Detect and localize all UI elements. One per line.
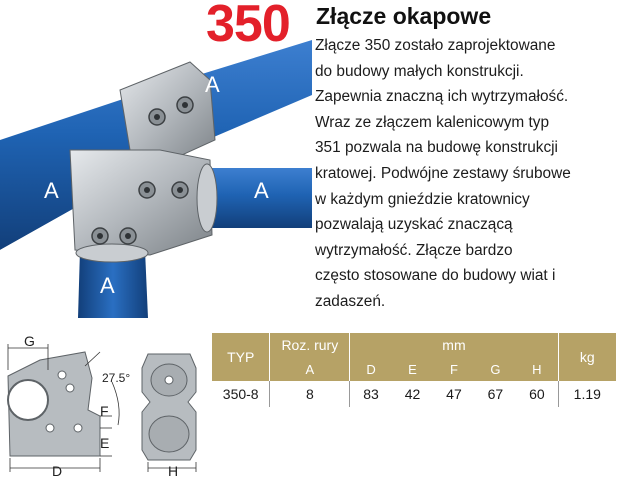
description-line: zadaszeń. <box>315 292 386 310</box>
description-line: często stosowane do budowy wiat i <box>315 267 556 285</box>
product-code: 350 <box>206 0 290 53</box>
photo-label-a-right: A <box>254 178 269 203</box>
header-typ: TYP <box>212 333 270 381</box>
description-line: Wraz ze złączem kalenicowym typ <box>315 113 550 131</box>
cell-h: 60 <box>529 386 545 402</box>
photo-label-a-bottom: A <box>100 273 115 298</box>
subheader-d: D <box>350 357 392 381</box>
subheader-e: E <box>392 357 433 381</box>
description-line: w każdym gnieździe kratownicy <box>315 190 530 208</box>
subheader-a: A <box>270 357 350 381</box>
description-line: pozwalają uzyskać znaczącą <box>315 216 513 234</box>
description-line: Zapewnia znaczną ich wytrzymałość. <box>315 88 569 106</box>
description-line: do budowy małych konstrukcji. <box>315 62 524 80</box>
subheader-g: G <box>475 357 516 381</box>
spec-table <box>212 333 616 407</box>
subheader-f: F <box>433 357 474 381</box>
technical-drawing <box>0 330 210 480</box>
cell-size: 8 <box>270 381 350 407</box>
photo-label-a-left: A <box>44 178 59 203</box>
dimension-label-angle: 27.5° <box>102 371 131 385</box>
dimension-label-d: D <box>52 463 63 479</box>
description-line: Złącze 350 zostało zaprojektowane <box>315 37 556 54</box>
description-line: kratowej. Podwójne zestawy śrubowe <box>315 164 571 182</box>
product-description <box>315 33 615 315</box>
dimension-label-g: G <box>24 333 35 349</box>
header-mm: mm <box>350 333 558 357</box>
cell-typ: 350-8 <box>222 386 259 402</box>
dimension-label-e: E <box>100 435 110 451</box>
product-photo <box>0 0 312 318</box>
photo-label-a-top: A <box>205 72 220 97</box>
product-title: Złącze okapowe <box>316 3 492 29</box>
dimension-label-f: F <box>100 403 109 419</box>
header-size: Roz. rury <box>270 333 350 357</box>
description-line: wytrzymałość. Złącze bardzo <box>315 241 513 259</box>
cell-d: 83 <box>350 381 392 407</box>
fitting-lower <box>70 150 212 255</box>
cell-f: 47 <box>446 386 462 402</box>
dimension-label-h: H <box>168 463 179 479</box>
cell-kg: 1.19 <box>558 381 616 407</box>
header-kg: kg <box>558 333 616 381</box>
subheader-h: H <box>516 357 558 381</box>
cell-g: 67 <box>487 386 504 402</box>
description-line: 351 pozwala na budowę konstrukcji <box>315 139 558 157</box>
table-row <box>212 381 616 407</box>
cell-e: 42 <box>404 386 421 402</box>
